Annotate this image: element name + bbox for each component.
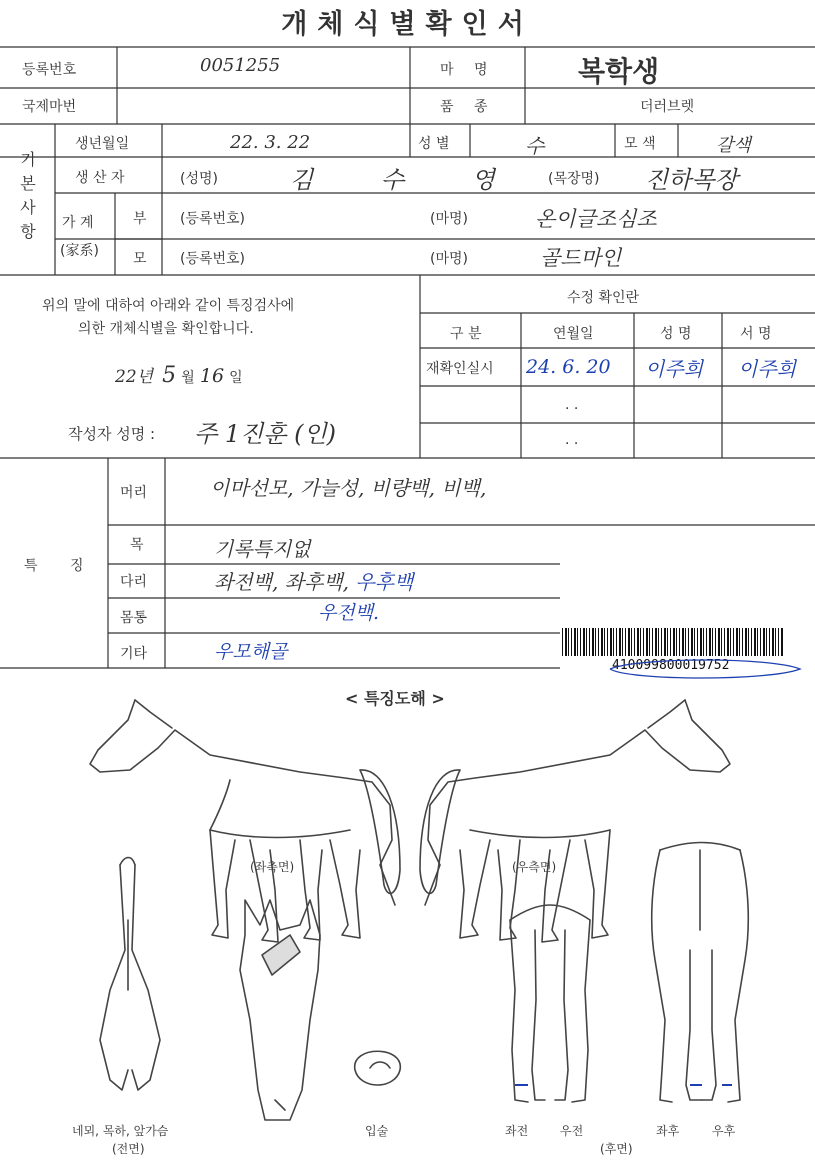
features-label: 특 징: [24, 558, 98, 574]
front-legs-drawing: [510, 905, 590, 1102]
date-day-label: 일: [229, 370, 243, 386]
right-side-horse-drawing: [420, 700, 730, 942]
feature-value-leg-black: 좌전백, 좌후백,: [214, 570, 356, 594]
revision-header-sign: 서 명: [740, 326, 772, 342]
feature-value-leg: [214, 566, 413, 595]
dam-label: 모: [133, 251, 147, 267]
feature-label-head: 머리: [120, 485, 148, 501]
caption-rear: (후면): [600, 1142, 633, 1156]
feature-label-other: 기타: [120, 646, 148, 662]
barcode: [562, 628, 784, 656]
diagram-title: < 특징도해 >: [345, 689, 445, 708]
pedigree-label: 가 계: [62, 215, 94, 231]
revision-title: 수정 확인란: [567, 290, 640, 306]
pedigree-hanja: (家系): [60, 243, 99, 259]
head-front-drawing: [240, 900, 320, 1120]
date-month: 5: [162, 363, 177, 388]
dam-name-label: (마명): [430, 251, 468, 267]
date-month-label: 월: [181, 370, 195, 386]
feature-value-head: 이마선모, 가늘성, 비량백, 비백,: [210, 476, 487, 500]
revision-header-name: 성 명: [660, 326, 692, 342]
caption-right-side: (우측면): [512, 860, 557, 874]
birth-label: 생년월일: [75, 136, 130, 152]
confirm-line-2: 의한 개체식별을 확인합니다.: [78, 321, 254, 337]
farm-label: (목장명): [548, 171, 600, 187]
caption-right-front: 우전: [560, 1124, 584, 1138]
caption-left-hind: 좌후: [656, 1124, 680, 1138]
revision-header-date: 연월일: [553, 326, 594, 342]
caption-left-side: (좌측면): [250, 860, 295, 874]
coat-label: 모 색: [624, 136, 656, 152]
revision-row-name: 이주희: [645, 357, 703, 381]
registration-value: 0051255: [200, 55, 281, 76]
author-value: 주 1진훈 (인): [194, 420, 336, 448]
sire-label: 부: [133, 211, 147, 227]
feature-label-neck: 목: [130, 537, 144, 553]
front-chest-drawing: [100, 858, 160, 1091]
revision-row-sign: 이주희: [738, 357, 796, 381]
registration-label: 등록번호: [22, 62, 77, 78]
sire-reg-label: (등록번호): [180, 211, 246, 227]
feature-value-neck: 기록특지없: [214, 537, 311, 561]
dam-reg-label: (등록번호): [180, 251, 246, 267]
sire-name-value: 온이글조심조: [535, 207, 657, 231]
date-day: 16: [199, 365, 225, 387]
horse-diagrams: [0, 690, 815, 1130]
caption-front-2: (전면): [112, 1142, 145, 1156]
basic-section-label: 기본사항: [20, 150, 36, 241]
revision-row-date: . .: [565, 397, 579, 413]
date-year: 22년: [115, 367, 154, 387]
dam-name-value: 골드마인: [540, 246, 622, 270]
barcode-number: 410099800019752: [612, 658, 730, 673]
revision-row-date: . .: [565, 432, 579, 448]
feature-value-other: 우모해골: [214, 641, 288, 663]
breed-label: 품 종: [440, 99, 496, 115]
revision-row-date: 24. 6. 20: [526, 356, 611, 378]
sex-label: 성 별: [418, 136, 450, 152]
author-label: 작성자 성명 :: [68, 425, 156, 443]
feature-label-leg: 다리: [120, 574, 148, 590]
sire-name-label: (마명): [430, 211, 468, 227]
feature-value-body: 우전백.: [318, 602, 380, 624]
sex-value: 수: [525, 134, 545, 158]
caption-left-front: 좌전: [505, 1124, 529, 1138]
horse-name-value: 복학생: [578, 55, 660, 88]
producer-name-label: (성명): [180, 171, 218, 187]
feature-label-body: 몸통: [120, 610, 148, 626]
caption-lips: 입술: [365, 1124, 389, 1138]
producer-label: 생 산 자: [75, 170, 125, 186]
intl-number-label: 국제마번: [22, 99, 77, 115]
revision-row-type: 재확인실시: [426, 361, 494, 377]
caption-right-hind: 우후: [712, 1124, 736, 1138]
document-title: 개체식별확인서: [281, 9, 534, 40]
producer-name-value: 김 수 영: [290, 166, 525, 194]
confirm-line-1: 위의 말에 대하여 아래와 같이 특징검사에: [42, 298, 295, 314]
lips-drawing: [355, 1051, 401, 1085]
feature-value-leg-blue: 우후백: [355, 570, 414, 594]
horse-name-label: 마 명: [440, 62, 496, 78]
revision-header-type: 구 분: [450, 326, 482, 342]
birth-value: 22. 3. 22: [230, 132, 311, 153]
rear-view-horse-drawing: [652, 843, 749, 1103]
coat-value: 갈색: [716, 135, 751, 156]
caption-front-1: 네뫼, 목하, 앞가슴: [72, 1124, 169, 1138]
confirm-date: [115, 362, 243, 388]
farm-value: 진하목장: [645, 166, 738, 194]
barcode-circle-mark: [600, 655, 810, 685]
breed-value: 더러브렛: [640, 99, 695, 115]
